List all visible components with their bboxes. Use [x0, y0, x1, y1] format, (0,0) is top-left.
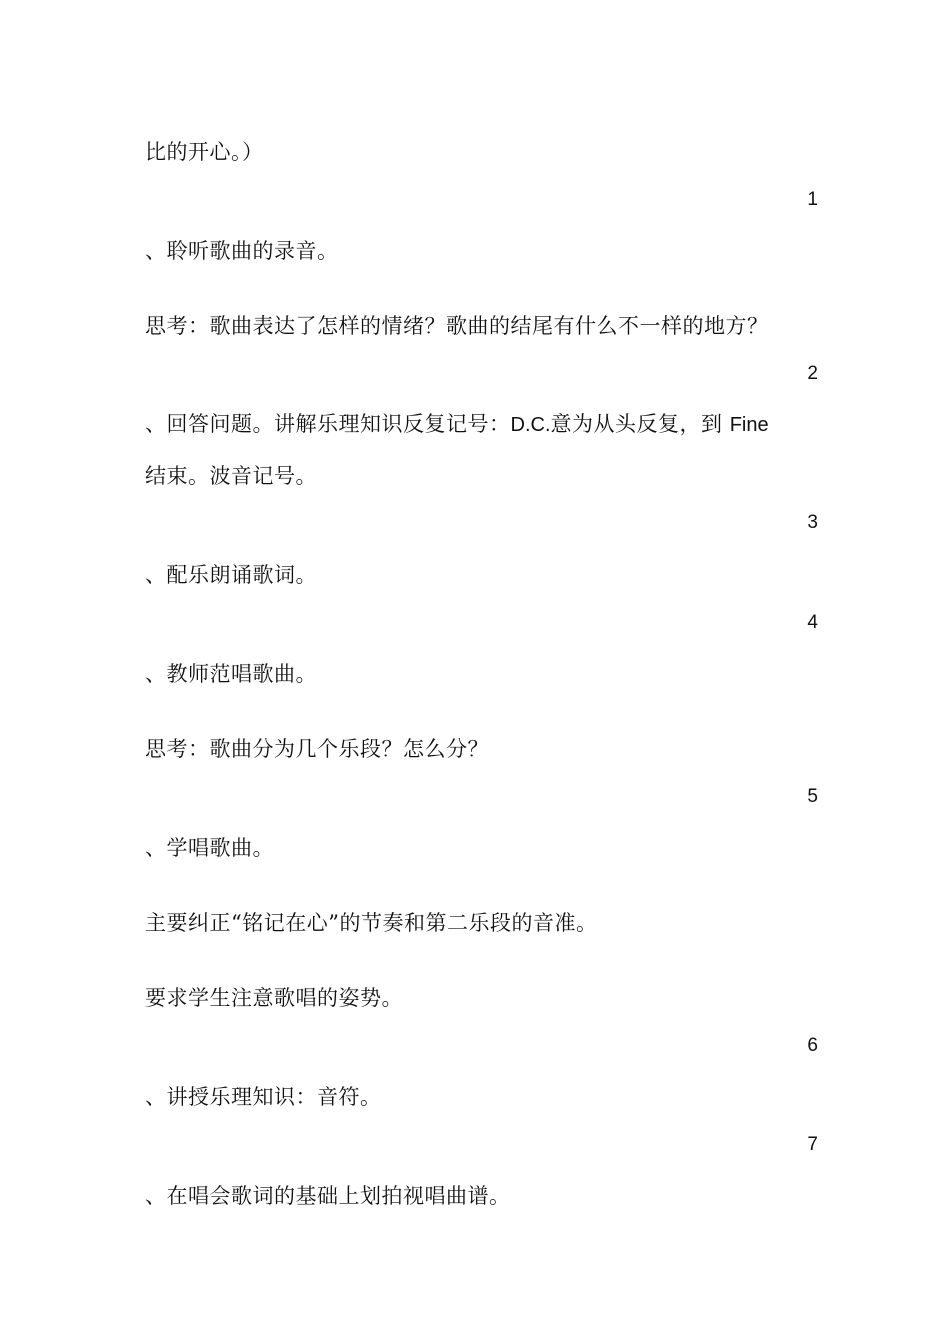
text-segment: D.C.	[510, 414, 551, 436]
text-line: 、教师范唱歌曲。	[145, 662, 317, 686]
text-line: 、配乐朗诵歌词。	[145, 563, 317, 587]
text-line: 、在唱会歌词的基础上划拍视唱曲谱。	[145, 1184, 511, 1208]
text-line: 、学唱歌曲。	[145, 836, 274, 860]
step-number-2: 2	[807, 363, 818, 384]
text-line	[145, 410, 825, 439]
text-line: 要求学生注意歌唱的姿势。	[145, 986, 403, 1010]
step-number-3: 3	[807, 512, 818, 533]
text-line: 主要纠正“铭记在心”的节奏和第二乐段的音准。	[145, 911, 598, 935]
step-number-5: 5	[807, 786, 818, 807]
text-line: 、讲授乐理知识：音符。	[145, 1085, 382, 1109]
step-number-1: 1	[807, 189, 818, 210]
text-segment: Fine	[729, 414, 769, 436]
text-segment: 、回答问题。讲解乐理知识反复记号：	[145, 412, 511, 436]
text-line: 、聆听歌曲的录音。	[145, 239, 339, 263]
text-line: 比的开心。）	[145, 140, 264, 164]
step-number-6: 6	[807, 1035, 818, 1056]
text-line: 思考：歌曲分为几个乐段？怎么分？	[145, 737, 489, 761]
text-line: 结束。波音记号。	[145, 464, 317, 488]
step-number-4: 4	[807, 612, 818, 633]
text-line: 思考：歌曲表达了怎样的情绪？歌曲的结尾有什么不一样的地方？	[145, 314, 769, 338]
text-segment: 意为从头反复，到	[550, 412, 730, 436]
step-number-7: 7	[807, 1134, 818, 1155]
